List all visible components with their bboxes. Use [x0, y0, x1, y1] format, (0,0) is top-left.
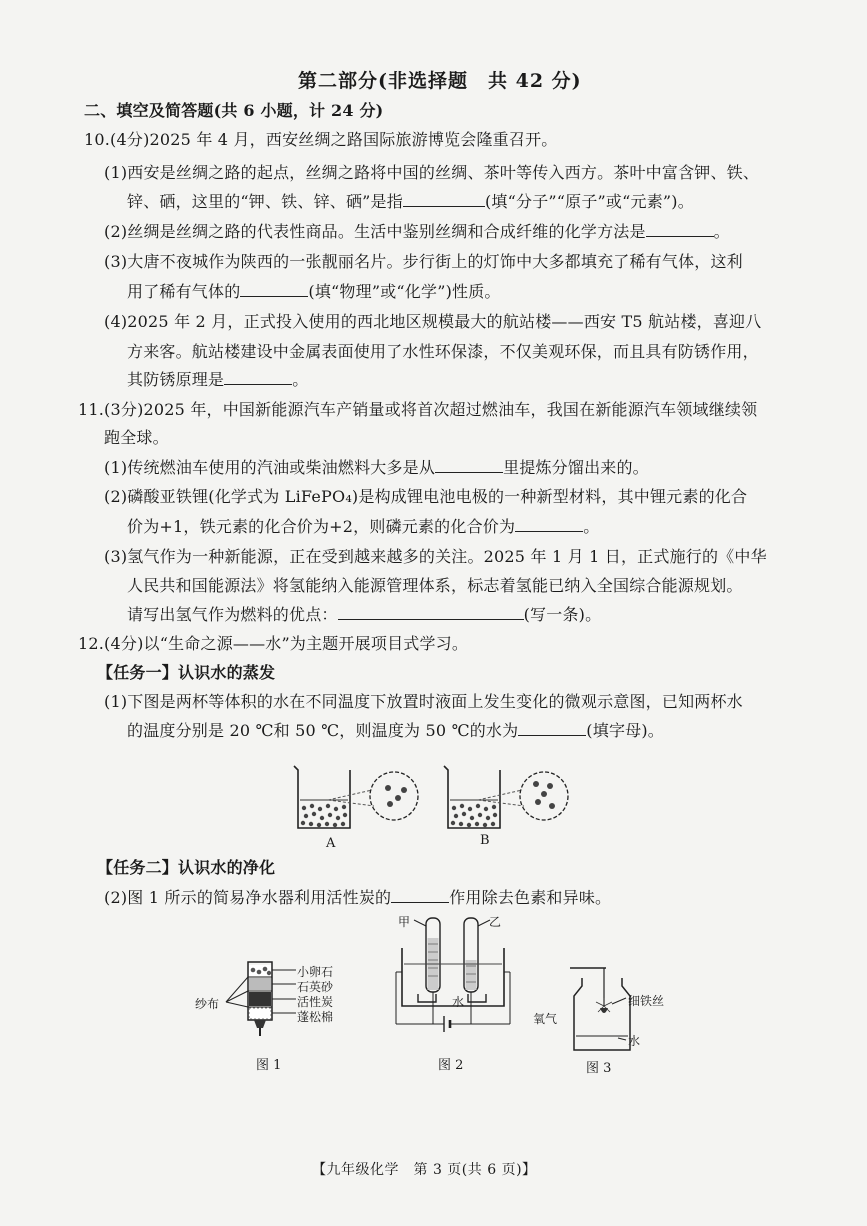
q10-p3-line1: (3)大唐不夜城作为陕西的一张靓丽名片。步行街上的灯饰中大多都填充了稀有气体，这利: [104, 252, 743, 271]
fig3-water-label: 水: [628, 1034, 641, 1048]
q10-p2: [104, 222, 730, 242]
q10-p1-text-a: 锌、硒，这里的“钾、铁、锌、硒”是指: [127, 192, 403, 211]
q10-p4-line2: 方来客。航站楼建设中金属表面使用了水性环保漆，不仅美观环保，而且具有防锈作用，: [127, 342, 759, 361]
q12-p2-text-a: (2)图 1 所示的简易净水器利用活性炭的: [104, 888, 392, 907]
q12-p1-answer-blank[interactable]: [518, 721, 586, 736]
q10-p1-text-b: (填“分子”“原子”或“元素”)。: [484, 192, 694, 211]
q11-p3-line1: (3)氢气作为一种新能源，正在受到越来越多的关注。2025 年 1 月 1 日，正式施行的《中华: [104, 547, 767, 566]
q10-stem: 10.(4分)2025 年 4 月，西安丝绸之路国际旅游博览会隆重召开。: [84, 130, 558, 149]
q10-p3-text-a: 用了稀有气体的: [127, 282, 241, 301]
q11-p1: [104, 458, 649, 478]
q10-p3-line2: [127, 282, 501, 302]
q11-stem-line1: 11.(3分)2025 年，中国新能源汽车产销量或将首次超过燃油车，我国在新能源汽车领域继续领: [78, 400, 758, 419]
fig3-caption: 图 3: [586, 1061, 612, 1076]
q12-p2: [104, 888, 611, 908]
q10-p2-text-b: 。: [713, 222, 730, 241]
beaker-a-label: A: [326, 836, 336, 851]
fig1-layer-quartz-sand: 石英砂: [297, 980, 334, 994]
q10-p1-line2: [127, 192, 694, 212]
q11-p2-text-a: 价为+1，铁元素的化合价为+2，则磷元素的化合价为: [127, 517, 516, 536]
q11-p2-answer-blank[interactable]: [515, 517, 583, 532]
q10-p1-line1: (1)西安是丝绸之路的起点，丝绸之路将中国的丝绸、茶叶等传入西方。茶叶中富含钾、铁、: [104, 163, 760, 182]
q11-p3-text-a: 请写出氢气作为燃料的优点：: [127, 605, 338, 624]
fig2-right-tube-label: 乙: [489, 915, 502, 929]
beaker-b-diagram: [440, 762, 570, 834]
q11-p3-text-b: (写一条)。: [523, 605, 602, 624]
section-heading: 二、填空及简答题(共 6 小题，计 24 分): [84, 101, 384, 120]
q11-p1-text-b: 里提炼分馏出来的。: [503, 458, 649, 477]
q10-p4-text-a: 其防锈原理是: [127, 370, 225, 389]
q10-p4-answer-blank[interactable]: [224, 370, 292, 385]
q12-p1-text-a: 的温度分别是 20 ℃和 50 ℃，则温度为 50 ℃的水为: [127, 721, 519, 740]
q12-task1: 【任务一】认识水的蒸发: [97, 663, 276, 682]
q11-p3-line3: [127, 605, 601, 625]
q11-stem-line2: 跑全球。: [104, 428, 169, 447]
q12-p1-line2: [127, 721, 664, 741]
q11-p3-answer-blank[interactable]: [338, 605, 524, 620]
fig2-caption: 图 2: [438, 1058, 464, 1073]
section-title: 第二部分(非选择题 共 42 分): [298, 70, 582, 92]
q11-p1-text-a: (1)传统燃油车使用的汽油或柴油燃料大多是从: [104, 458, 436, 477]
fig1-layer-cotton: 蓬松棉: [297, 1010, 334, 1024]
q11-p2-line1: (2)磷酸亚铁锂(化学式为 LiFePO₄)是构成锂电池电极的一种新型材料，其中锂元素的化合: [104, 487, 748, 506]
q12-stem: 12.(4分)以“生命之源——水”为主题开展项目式学习。: [78, 634, 469, 653]
q10-p4-text-b: 。: [292, 370, 309, 389]
q10-p1-answer-blank[interactable]: [403, 192, 485, 207]
fig2-water-label: 水: [452, 995, 465, 1009]
q11-p3-line2: 人民共和国能源法》将氢能纳入能源管理体系，标志着氢能已纳入全国综合能源规划。: [127, 576, 743, 595]
q12-task2: 【任务二】认识水的净化: [97, 858, 276, 877]
q10-p4-line1: (4)2025 年 2 月，正式投入使用的西北地区规模最大的航站楼——西安 T5 航站楼，喜迎八: [104, 312, 762, 331]
fig3-oxygen-label: 氧气: [533, 1012, 558, 1026]
q12-p2-text-b: 作用除去色素和异味。: [449, 888, 612, 907]
electrolysis-diagram: [392, 912, 522, 1044]
q12-p1-text-b: (填字母)。: [586, 721, 664, 740]
fig3-wire-label: 细铁丝: [628, 994, 665, 1008]
q10-p4-line3: [127, 370, 308, 390]
fig2-left-tube-label: 甲: [398, 915, 411, 929]
q11-p2-line2: [127, 517, 599, 537]
q12-p2-answer-blank[interactable]: [391, 888, 449, 903]
fig1-caption: 图 1: [256, 1058, 282, 1073]
q11-p1-answer-blank[interactable]: [435, 458, 503, 473]
q10-p2-text-a: (2)丝绸是丝绸之路的代表性商品。生活中鉴别丝绸和合成纤维的化学方法是: [104, 222, 646, 241]
q11-p2-text-b: 。: [583, 517, 600, 536]
fig1-layer-activated-carbon: 活性炭: [297, 995, 334, 1009]
page-footer: 【九年级化学 第 3 页(共 6 页)】: [312, 1162, 537, 1178]
beaker-b-label: B: [480, 833, 490, 848]
beaker-a-diagram: [290, 762, 420, 834]
q12-p1-line1: (1)下图是两杯等体积的水在不同温度下放置时液面上发生变化的微观示意图，已知两杯水: [104, 692, 743, 711]
q10-p3-text-b: (填“物理”或“化学”)性质。: [308, 282, 501, 301]
fig1-cloth-label: 纱布: [195, 997, 220, 1011]
q10-p2-answer-blank[interactable]: [646, 222, 714, 237]
q10-p3-answer-blank[interactable]: [240, 282, 308, 297]
fig1-layer-pebbles: 小卵石: [297, 965, 334, 979]
